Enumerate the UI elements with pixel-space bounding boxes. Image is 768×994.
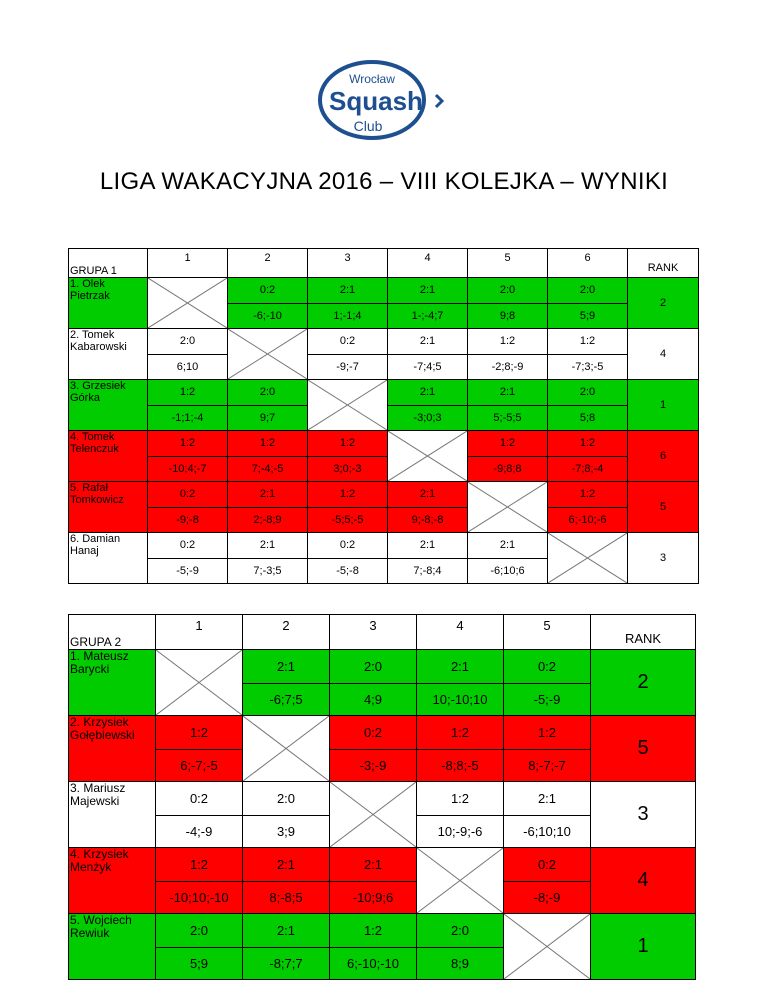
group-label: GRUPA 1 xyxy=(69,249,148,278)
match-result: 2:1 xyxy=(504,782,591,816)
match-result: 0:2 xyxy=(308,533,388,559)
group-label: GRUPA 2 xyxy=(69,615,156,650)
match-score: 9;-8;-8 xyxy=(388,507,468,533)
match-result: 2:1 xyxy=(228,482,308,508)
match-score: 6;-10;-10 xyxy=(330,947,417,980)
column-header: 1 xyxy=(156,615,243,650)
match-result: 0:2 xyxy=(504,848,591,882)
match-result: 2:1 xyxy=(308,278,388,304)
match-score: -9;-8 xyxy=(148,507,228,533)
match-result: 1:2 xyxy=(228,431,308,457)
match-score: 6;-7;-5 xyxy=(156,749,243,782)
player-name: 5. Wojciech Rewiuk xyxy=(69,914,156,980)
match-score: 6;-10;-6 xyxy=(548,507,628,533)
diagonal-cross-icon xyxy=(308,380,387,430)
match-result: 1:2 xyxy=(156,848,243,882)
match-result: 1:2 xyxy=(308,431,388,457)
column-header: 2 xyxy=(243,615,330,650)
player-rank: 4 xyxy=(628,329,699,380)
diagonal-cross-icon xyxy=(330,782,416,847)
match-score: 1;-1;4 xyxy=(308,303,388,329)
diagonal-cross-icon xyxy=(228,329,307,379)
match-score: -10;9;6 xyxy=(330,881,417,914)
match-result: 0:2 xyxy=(156,782,243,816)
match-result: 1:2 xyxy=(148,380,228,406)
match-score: 5;9 xyxy=(548,303,628,329)
player-name: 4. Tomek Telenczuk xyxy=(69,431,148,482)
player-rank: 6 xyxy=(628,431,699,482)
match-result: 0:2 xyxy=(148,482,228,508)
column-header: 3 xyxy=(308,249,388,278)
match-result: 2:1 xyxy=(468,533,548,559)
logo-text-squash: Squash xyxy=(329,86,423,116)
match-result: 1:2 xyxy=(468,431,548,457)
player-row xyxy=(69,380,699,406)
column-header: 6 xyxy=(548,249,628,278)
match-score: 3;9 xyxy=(243,815,330,848)
self-match-cell xyxy=(504,914,591,980)
player-rank: 1 xyxy=(628,380,699,431)
match-score: -4;-9 xyxy=(156,815,243,848)
match-result: 1:2 xyxy=(417,716,504,750)
match-score: 8;9 xyxy=(417,947,504,980)
match-result: 2:0 xyxy=(417,914,504,948)
match-score: 8;-7;-7 xyxy=(504,749,591,782)
match-result: 2:0 xyxy=(243,782,330,816)
match-score: -2;8;-9 xyxy=(468,354,548,380)
match-score: -10;4;-7 xyxy=(148,456,228,482)
self-match-cell xyxy=(330,782,417,848)
match-result: 1:2 xyxy=(148,431,228,457)
player-rank: 2 xyxy=(591,650,696,716)
match-score: 5;8 xyxy=(548,405,628,431)
match-score: 7;-4;-5 xyxy=(228,456,308,482)
match-result: 1:2 xyxy=(548,329,628,355)
match-result: 1:2 xyxy=(156,716,243,750)
match-result: 2:0 xyxy=(228,380,308,406)
match-result: 0:2 xyxy=(504,650,591,684)
match-result: 2:0 xyxy=(548,380,628,406)
match-score: -1;1;-4 xyxy=(148,405,228,431)
match-score: -6;10;6 xyxy=(468,558,548,584)
match-result: 2:1 xyxy=(388,380,468,406)
player-rank: 5 xyxy=(591,716,696,782)
match-score: 9;7 xyxy=(228,405,308,431)
column-header: 2 xyxy=(228,249,308,278)
club-logo xyxy=(300,55,470,145)
match-result: 2:1 xyxy=(468,380,548,406)
group2-table xyxy=(68,614,696,980)
player-row xyxy=(69,848,696,882)
match-result: 2:1 xyxy=(243,848,330,882)
player-rank: 2 xyxy=(628,278,699,329)
match-result: 1:2 xyxy=(548,431,628,457)
match-score: 2;-8;9 xyxy=(228,507,308,533)
match-score: -9;8;8 xyxy=(468,456,548,482)
match-score: -5;5;-5 xyxy=(308,507,388,533)
match-result: 2:1 xyxy=(417,650,504,684)
player-rank: 1 xyxy=(591,914,696,980)
column-header: 4 xyxy=(417,615,504,650)
match-score: -5;-9 xyxy=(504,683,591,716)
diagonal-cross-icon xyxy=(156,650,242,715)
match-result: 2:1 xyxy=(388,482,468,508)
match-score: 5;-5;5 xyxy=(468,405,548,431)
column-header: 4 xyxy=(388,249,468,278)
player-row xyxy=(69,650,696,684)
match-result: 1:2 xyxy=(417,782,504,816)
match-score: -6;7;5 xyxy=(243,683,330,716)
match-score: -7;4;5 xyxy=(388,354,468,380)
player-name: 6. Damian Hanaj xyxy=(69,533,148,584)
match-score: -3;0;3 xyxy=(388,405,468,431)
column-header: 5 xyxy=(468,249,548,278)
match-score: -5;-9 xyxy=(148,558,228,584)
player-row xyxy=(69,782,696,816)
diagonal-cross-icon xyxy=(388,431,467,481)
player-rank: 3 xyxy=(628,533,699,584)
match-result: 2:0 xyxy=(148,329,228,355)
match-result: 0:2 xyxy=(330,716,417,750)
match-result: 2:1 xyxy=(388,533,468,559)
page-title: LIGA WAKACYJNA 2016 – VIII KOLEJKA – WYNIKI xyxy=(99,168,669,195)
match-result: 1:2 xyxy=(504,716,591,750)
self-match-cell xyxy=(228,329,308,380)
match-score: 10;-9;-6 xyxy=(417,815,504,848)
match-result: 2:0 xyxy=(468,278,548,304)
player-row xyxy=(69,914,696,948)
match-result: 2:1 xyxy=(243,650,330,684)
match-result: 2:0 xyxy=(548,278,628,304)
match-result: 1:2 xyxy=(308,482,388,508)
self-match-cell xyxy=(548,533,628,584)
match-score: -5;-8 xyxy=(308,558,388,584)
player-name: 2. Krzysiek Gołębiewski xyxy=(69,716,156,782)
match-score: -8;-9 xyxy=(504,881,591,914)
match-score: 1-;-4;7 xyxy=(388,303,468,329)
match-score: 9;8 xyxy=(468,303,548,329)
match-result: 0:2 xyxy=(148,533,228,559)
match-result: 0:2 xyxy=(228,278,308,304)
match-score: 7;-8;4 xyxy=(388,558,468,584)
player-name: 1. Mateusz Barycki xyxy=(69,650,156,716)
self-match-cell xyxy=(468,482,548,533)
player-row xyxy=(69,716,696,750)
player-row xyxy=(69,278,699,304)
match-score: -6;10;10 xyxy=(504,815,591,848)
player-name: 3. Mariusz Majewski xyxy=(69,782,156,848)
player-rank: 3 xyxy=(591,782,696,848)
self-match-cell xyxy=(308,380,388,431)
match-score: 5;9 xyxy=(156,947,243,980)
match-result: 2:1 xyxy=(228,533,308,559)
match-result: 2:1 xyxy=(243,914,330,948)
player-name: 2. Tomek Kabarowski xyxy=(69,329,148,380)
group1-table xyxy=(68,248,699,584)
logo-text-city: Wrocław xyxy=(349,72,395,86)
match-score: 4;9 xyxy=(330,683,417,716)
match-score: -7;3;-5 xyxy=(548,354,628,380)
match-score: -10;10;-10 xyxy=(156,881,243,914)
column-header: 1 xyxy=(148,249,228,278)
match-result: 1:2 xyxy=(468,329,548,355)
match-score: -8;7;7 xyxy=(243,947,330,980)
diagonal-cross-icon xyxy=(417,848,503,913)
diagonal-cross-icon xyxy=(468,482,547,532)
match-score: -9;-7 xyxy=(308,354,388,380)
match-result: 2:0 xyxy=(330,650,417,684)
self-match-cell xyxy=(417,848,504,914)
player-row xyxy=(69,482,699,508)
player-name: 5. Rafał Tomkowicz xyxy=(69,482,148,533)
player-row xyxy=(69,431,699,457)
match-result: 0:2 xyxy=(308,329,388,355)
diagonal-cross-icon xyxy=(148,278,227,328)
diagonal-cross-icon xyxy=(548,533,627,583)
match-score: -3;-9 xyxy=(330,749,417,782)
diagonal-cross-icon xyxy=(504,914,590,979)
match-score: 3;0;-3 xyxy=(308,456,388,482)
match-score: 7;-3;5 xyxy=(228,558,308,584)
match-score: 10;-10;10 xyxy=(417,683,504,716)
match-result: 2:0 xyxy=(156,914,243,948)
self-match-cell xyxy=(148,278,228,329)
player-name: 1. Olek Pietrzak xyxy=(69,278,148,329)
player-rank: 5 xyxy=(628,482,699,533)
column-header: 3 xyxy=(330,615,417,650)
logo-text-club: Club xyxy=(353,118,383,134)
self-match-cell xyxy=(388,431,468,482)
player-row xyxy=(69,533,699,559)
match-result: 1:2 xyxy=(330,914,417,948)
rank-header: RANK xyxy=(628,249,699,278)
diagonal-cross-icon xyxy=(243,716,329,781)
match-result: 1:2 xyxy=(548,482,628,508)
match-result: 2:1 xyxy=(388,278,468,304)
match-result: 2:1 xyxy=(330,848,417,882)
player-row xyxy=(69,329,699,355)
match-score: 8;-8;5 xyxy=(243,881,330,914)
player-rank: 4 xyxy=(591,848,696,914)
rank-header: RANK xyxy=(591,615,696,650)
self-match-cell xyxy=(156,650,243,716)
self-match-cell xyxy=(243,716,330,782)
match-result: 2:1 xyxy=(388,329,468,355)
column-header: 5 xyxy=(504,615,591,650)
player-name: 4. Krzysiek Menżyk xyxy=(69,848,156,914)
match-score: -7;8;-4 xyxy=(548,456,628,482)
match-score: 6;10 xyxy=(148,354,228,380)
player-name: 3. Grzesiek Górka xyxy=(69,380,148,431)
match-score: -6;-10 xyxy=(228,303,308,329)
match-score: -8;8;-5 xyxy=(417,749,504,782)
